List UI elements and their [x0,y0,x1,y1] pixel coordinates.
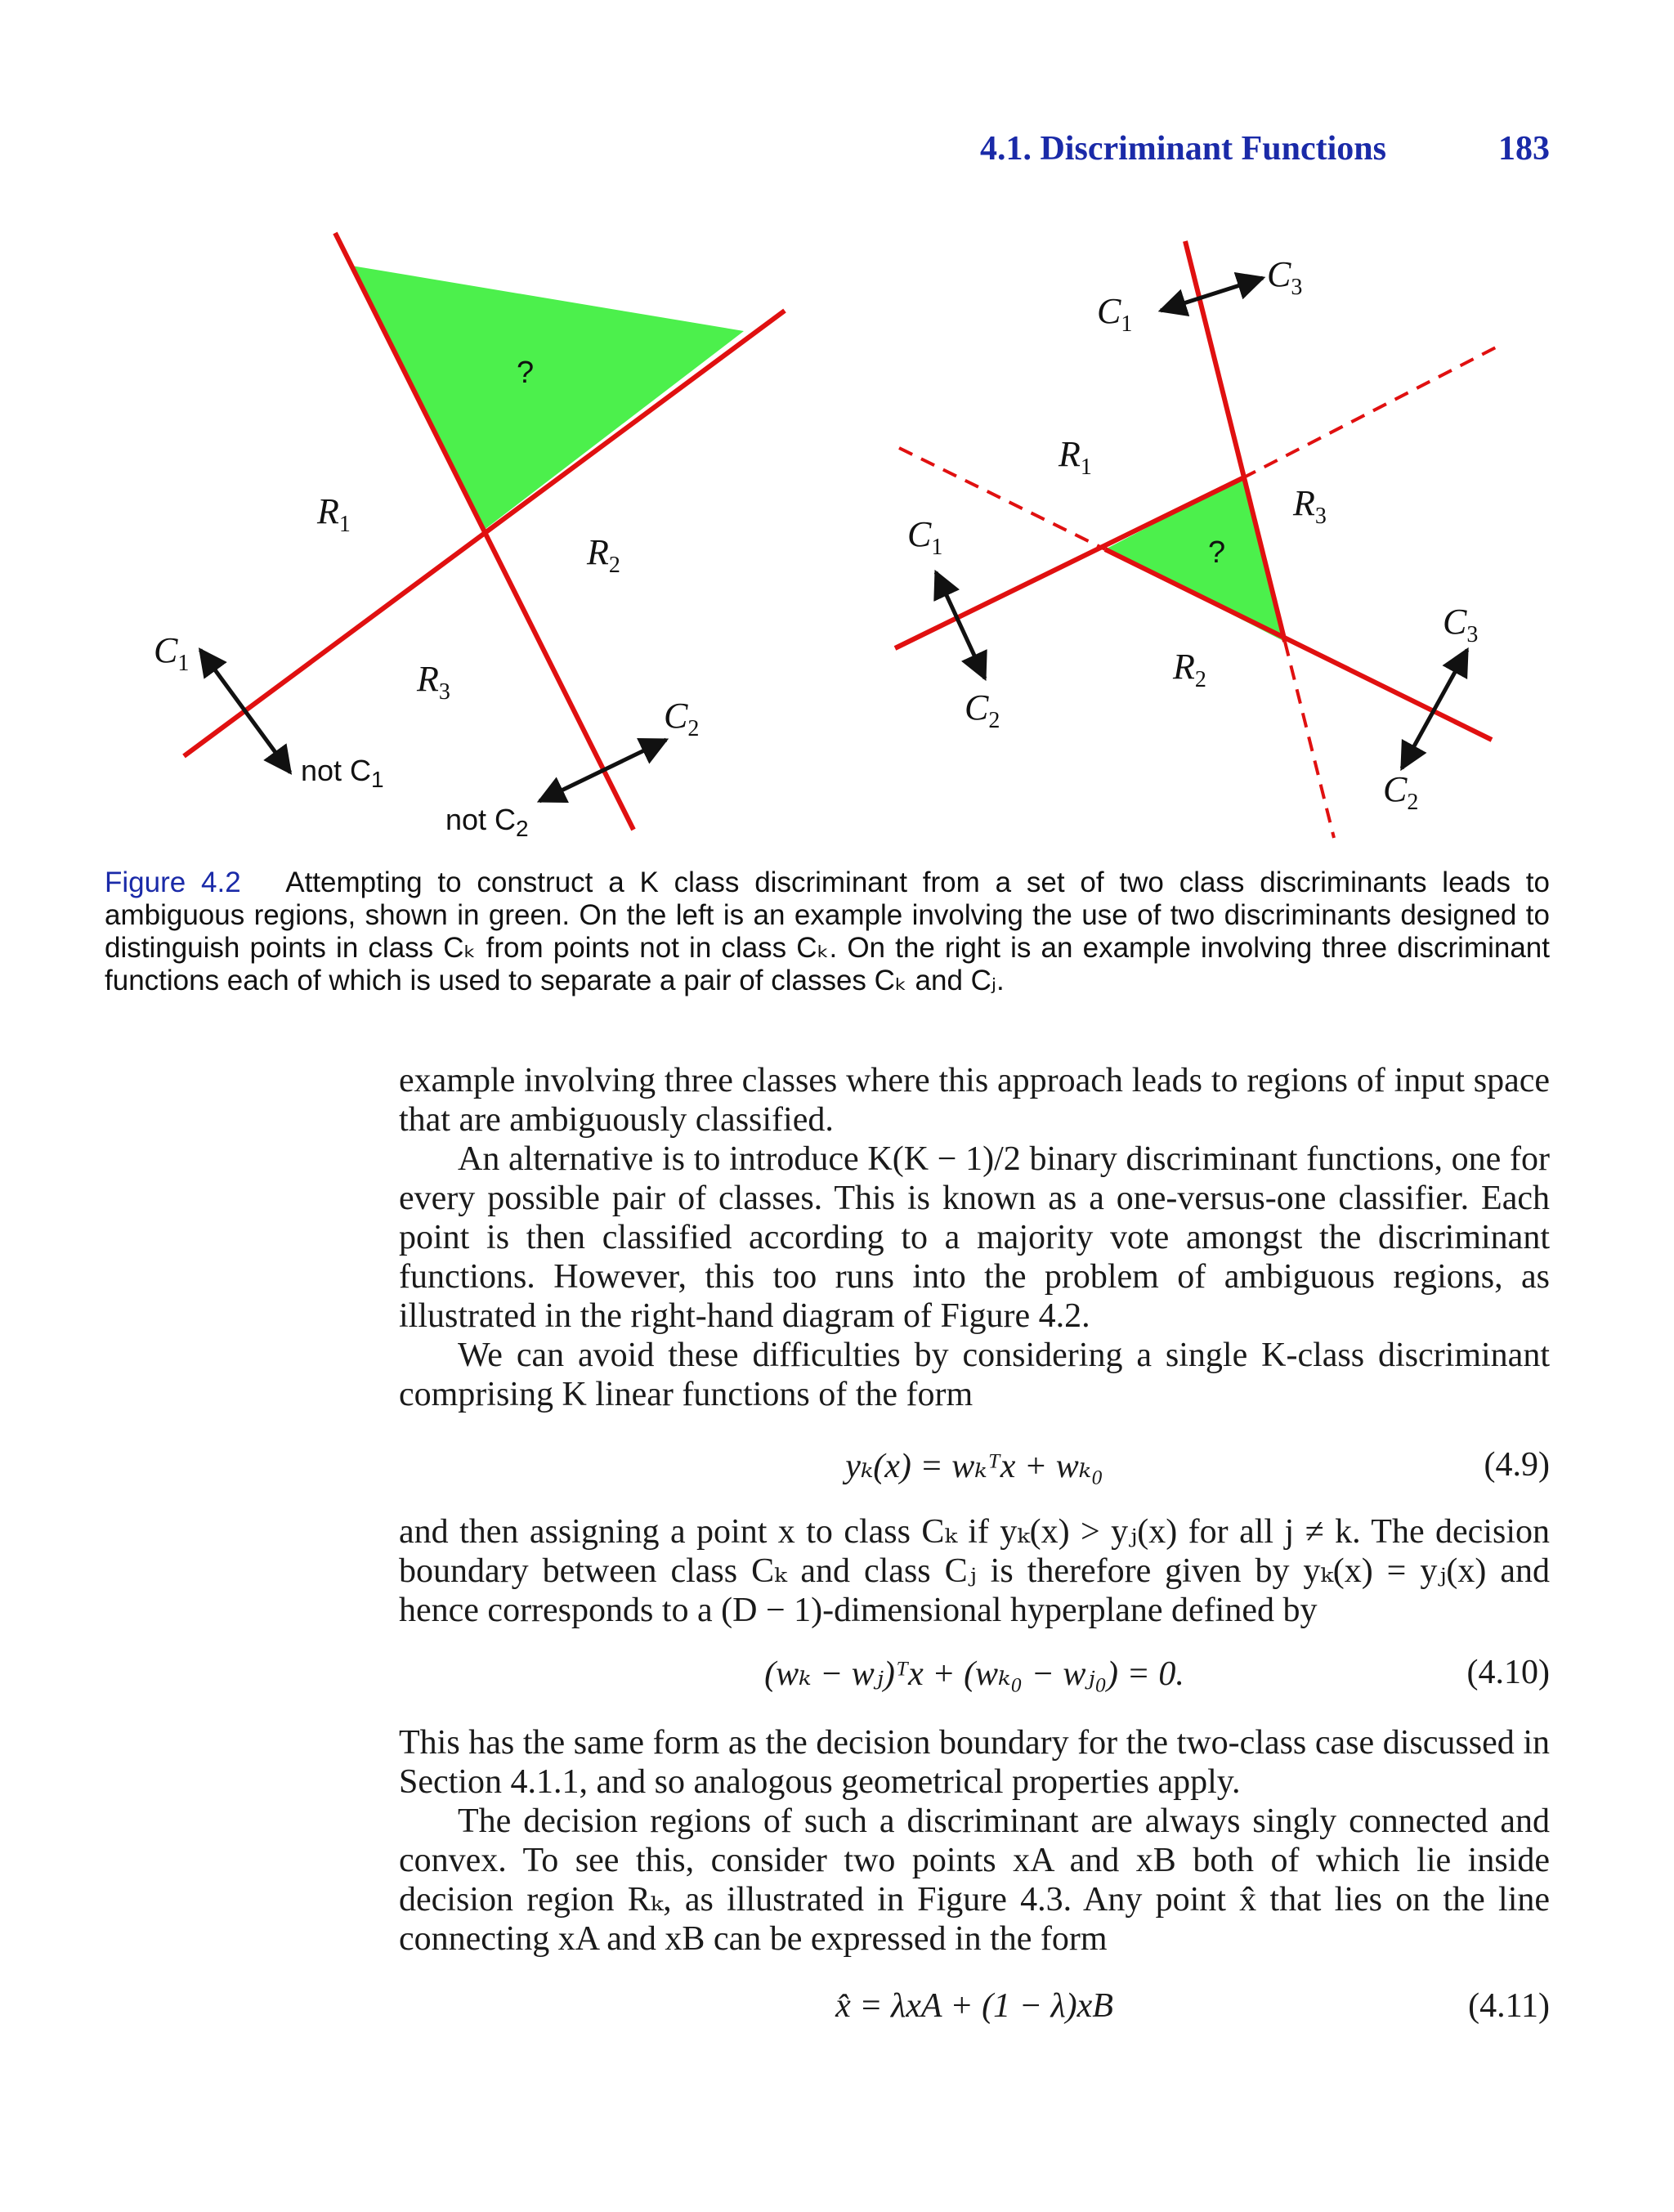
equation-4-10-number: (4.10) [1466,1654,1550,1691]
right-label-c3-top: $C_3$ [1267,254,1303,300]
left-label-not-c1: not $C_1$ [301,754,384,792]
right-dashed-boundary-3 [1285,642,1334,838]
left-label-r3: $R_3$ [417,659,450,705]
right-dashed-boundary-2 [1242,347,1496,478]
left-label-r1: $R_1$ [317,491,351,537]
right-arrow-c2-c3 [1402,650,1467,768]
right-label-r1: $R_1$ [1059,434,1092,480]
left-label-c1: $C_1$ [154,630,190,676]
caption-text: Attempting to construct a K class discriminant from a set of two class discriminants leads to ambiguous regions, shown in green. On the left is an example involving the use of two discriminants designed to distinguish points in class Cₖ from points not in class Cₖ. On the right is an example involving three discriminant functions each of which is used to separate a pair of classes Cₖ and Cⱼ. [105,866,1550,996]
right-arrow-c1-c3 [1161,278,1263,311]
right-question-mark: ? [1208,535,1226,570]
left-question-mark: ? [517,356,535,390]
equation-4-9-number: (4.9) [1484,1446,1550,1484]
figure-caption [105,866,1550,997]
equation-4-11-math: x̂ = λxA + (1 − λ)xB [835,1987,1113,2025]
paragraph-4: and then assigning a point x to class Cₖ if yₖ(x) > yⱼ(x) for all j ≠ k. The decision boundary between class Cₖ and class Cⱼ is therefore given by yₖ(x) = yⱼ(x) and hence corresponds to a (D − 1)-dimensional hyperplane defined by [399,1513,1550,1629]
paragraph-6: The decision regions of such a discriminant are always singly connected and convex. To see this, consider two points xA and xB both of which lie inside decision region Rₖ, as illustrated in Figure 4.3. Any point x̂ that lies on the line connecting xA and xB can be expressed in the form [399,1802,1550,1958]
figure-4-2 [0,196,1674,850]
left-label-r2: $R_2$ [587,532,620,578]
right-label-c1-left: $C_1$ [907,514,943,560]
paragraph-3: We can avoid these difficulties by considering a single K-class discriminant comprising K linear functions of the form [399,1337,1550,1413]
right-label-c1-top: $C_1$ [1097,291,1133,337]
left-ambiguous-region [351,266,744,531]
equation-4-9 [399,1445,1550,1494]
right-diagram [895,241,1496,838]
body-block-1 [399,1061,1550,1414]
left-label-c2: $C_2$ [664,696,700,741]
right-label-c3-right: $C_3$ [1443,602,1479,647]
equation-4-9-math: yₖ(x) = wₖᵀx + wₖ₀ [845,1448,1103,1485]
left-label-not-c2: not $C_2$ [445,803,529,841]
right-label-c2-bottom: $C_2$ [1383,769,1419,815]
right-label-c2-left: $C_2$ [965,687,1000,733]
equation-4-11-number: (4.11) [1468,1987,1550,2025]
right-label-r2: $R_2$ [1173,647,1206,692]
equation-4-10 [399,1653,1550,1702]
paragraph-2: An alternative is to introduce K(K − 1)/2 binary discriminant functions, one for every possible pair of classes. This is known as a one-versus-one classifier. Each point is then classified according to a majority vote amongst the discriminant functions. However, this too runs into the problem of ambiguous regions, as illustrated in the right-hand diagram of Figure 4.2. [399,1140,1550,1335]
left-arrow-c1 [200,650,290,772]
left-diagram [154,233,785,841]
body-block-2 [399,1512,1550,1630]
section-title: 4.1. Discriminant Functions [979,130,1386,168]
page-number: 183 [1498,130,1550,168]
paragraph-1: example involving three classes where this approach leads to regions of input space that are ambiguously classified. [399,1062,1550,1139]
body-block-3 [399,1723,1550,1959]
caption-label: Figure 4.2 [105,866,241,898]
equation-4-11 [399,1986,1550,2035]
equation-4-10-math: (wₖ − wⱼ)ᵀx + (wₖ₀ − wⱼ₀) = 0. [764,1655,1184,1693]
paragraph-5: This has the same form as the decision boundary for the two-class case discussed in Section 4.1.1, and so analogous geometrical properties apply. [399,1724,1550,1801]
running-header [0,129,1674,178]
left-arrow-c2 [539,740,666,801]
right-label-r3: $R_3$ [1293,483,1327,529]
